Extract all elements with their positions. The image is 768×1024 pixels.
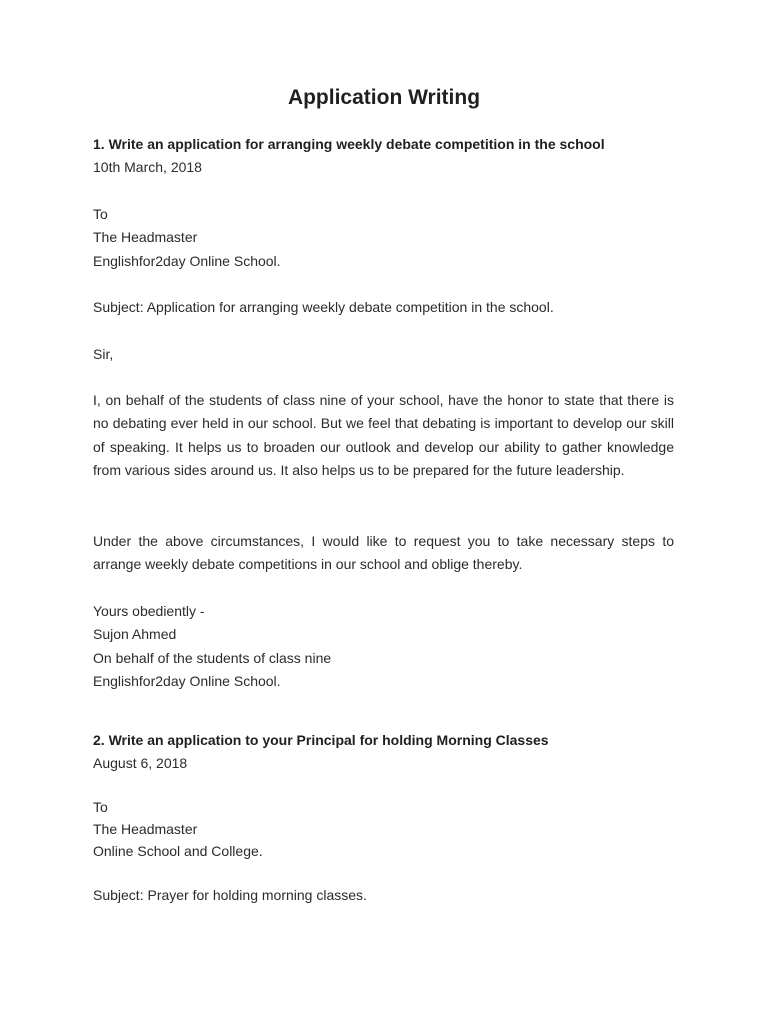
section1-behalf: On behalf of the students of class nine bbox=[93, 650, 332, 666]
section2-date: August 6, 2018 bbox=[93, 755, 188, 771]
section2-subject: Subject: Prayer for holding morning classes. bbox=[93, 887, 367, 903]
section1-signer-school: Englishfor2day Online School. bbox=[93, 673, 281, 689]
section1-signer: Sujon Ahmed bbox=[93, 626, 177, 642]
section1-to: To bbox=[93, 206, 108, 222]
section1-closing: Yours obediently - bbox=[93, 603, 205, 619]
section1-subject: Subject: Application for arranging weekly debate competition in the school. bbox=[93, 299, 554, 315]
section1-body-paragraph-1: I, on behalf of the students of class nine of your school, have the honor to state that there is no debating ever held in our school. But we feel that debating is important to develop our skill of speaking. It helps us to broaden our outlook and develop our ability to gather knowledge from various sides around us. It also helps us to be prepared for the future leadership. bbox=[93, 392, 674, 479]
section1-body-paragraph-2: Under the above circumstances, I would like to request you to take necessary steps to arrange weekly debate competitions in our school and oblige thereby. bbox=[93, 533, 674, 573]
section1-school: Englishfor2day Online School. bbox=[93, 253, 281, 269]
document-title: Application Writing bbox=[287, 86, 481, 109]
section2-school: Online School and College. bbox=[93, 843, 263, 859]
section1-heading: 1. Write an application for arranging weekly debate competition in the school bbox=[93, 136, 605, 152]
section1-date: 10th March, 2018 bbox=[93, 159, 202, 175]
section2-to: To bbox=[93, 799, 108, 815]
section1-salutation: Sir, bbox=[93, 346, 114, 362]
section2-recipient: The Headmaster bbox=[93, 821, 198, 837]
section2-heading: 2. Write an application to your Principal for holding Morning Classes bbox=[93, 732, 549, 748]
section1-recipient: The Headmaster bbox=[93, 229, 198, 245]
